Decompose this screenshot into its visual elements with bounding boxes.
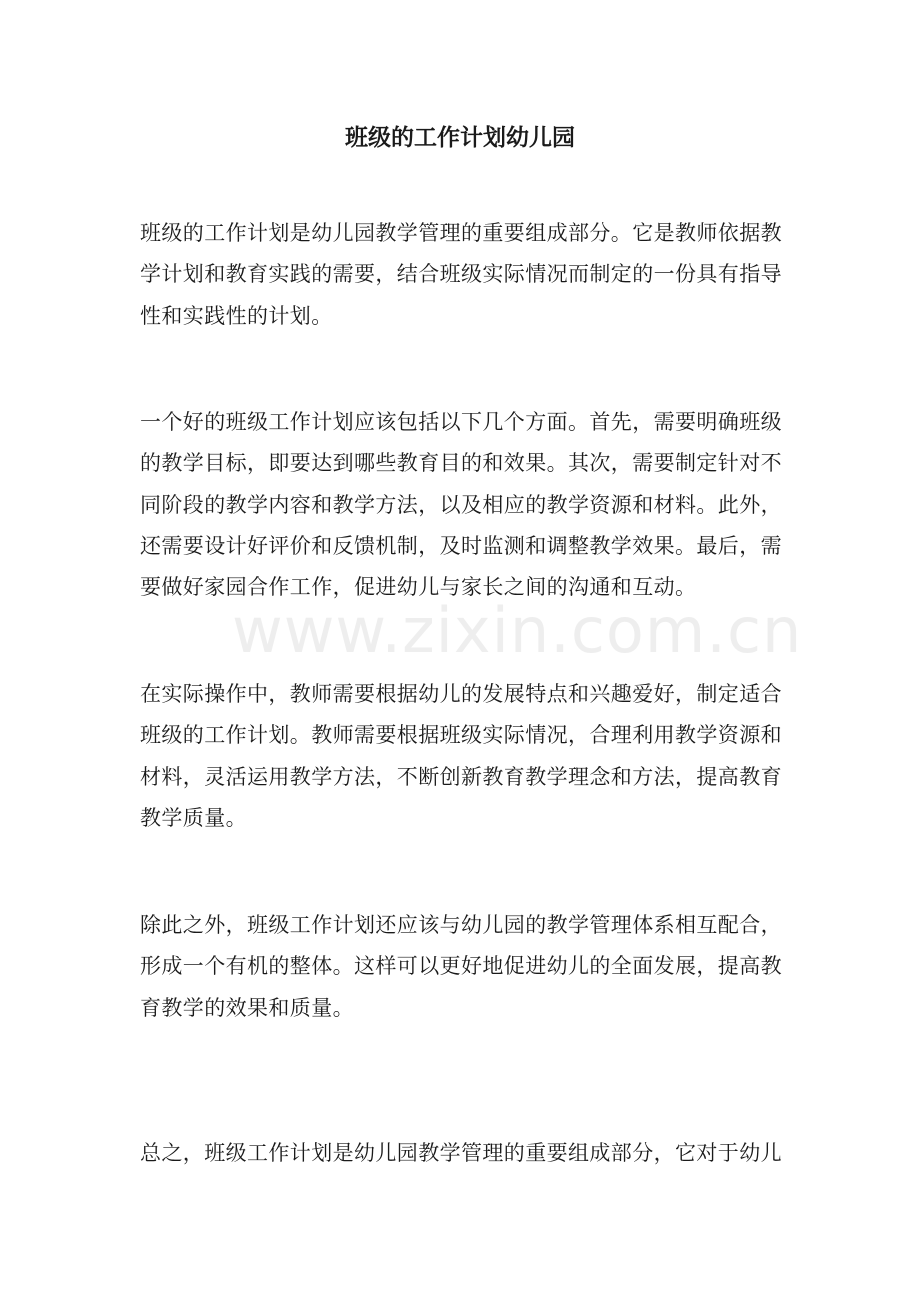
paragraph-practice: 在实际操作中，教师需要根据幼儿的发展特点和兴趣爱好，制定适合班级的工作计划。教师需要根据班级实际情况，合理利用教学资源和材料，灵活运用教学方法，不断创新教育教学理念和方法，提高教育教学质量。	[140, 682, 782, 830]
document-title: 班级的工作计划幼儿园	[345, 124, 575, 151]
watermark: www.zixin.com.cn	[232, 594, 803, 667]
paragraph-plan-contents: 一个好的班级工作计划应该包括以下几个方面。首先，需要明确班级的教学目标，即要达到哪些教育目的和效果。其次，需要制定针对不同阶段的教学内容和教学方法，以及相应的教学资源和材料。此外，还需要设计好评价和反馈机制，及时监测和调整教学效果。最后，需要做好家园合作工作，促进幼儿与家长之间的沟通和互动。	[140, 410, 782, 600]
paragraph-intro: 班级的工作计划是幼儿园教学管理的重要组成部分。它是教师依据教学计划和教育实践的需要，结合班级实际情况而制定的一份具有指导性和实践性的计划。	[140, 221, 782, 328]
paragraph-conclusion: 总之，班级工作计划是幼儿园教学管理的重要组成部分，它对于幼儿	[140, 1141, 782, 1165]
paragraph-integration: 除此之外，班级工作计划还应该与幼儿园的教学管理体系相互配合，形成一个有机的整体。这样可以更好地促进幼儿的全面发展，提高教育教学的效果和质量。	[140, 913, 782, 1020]
